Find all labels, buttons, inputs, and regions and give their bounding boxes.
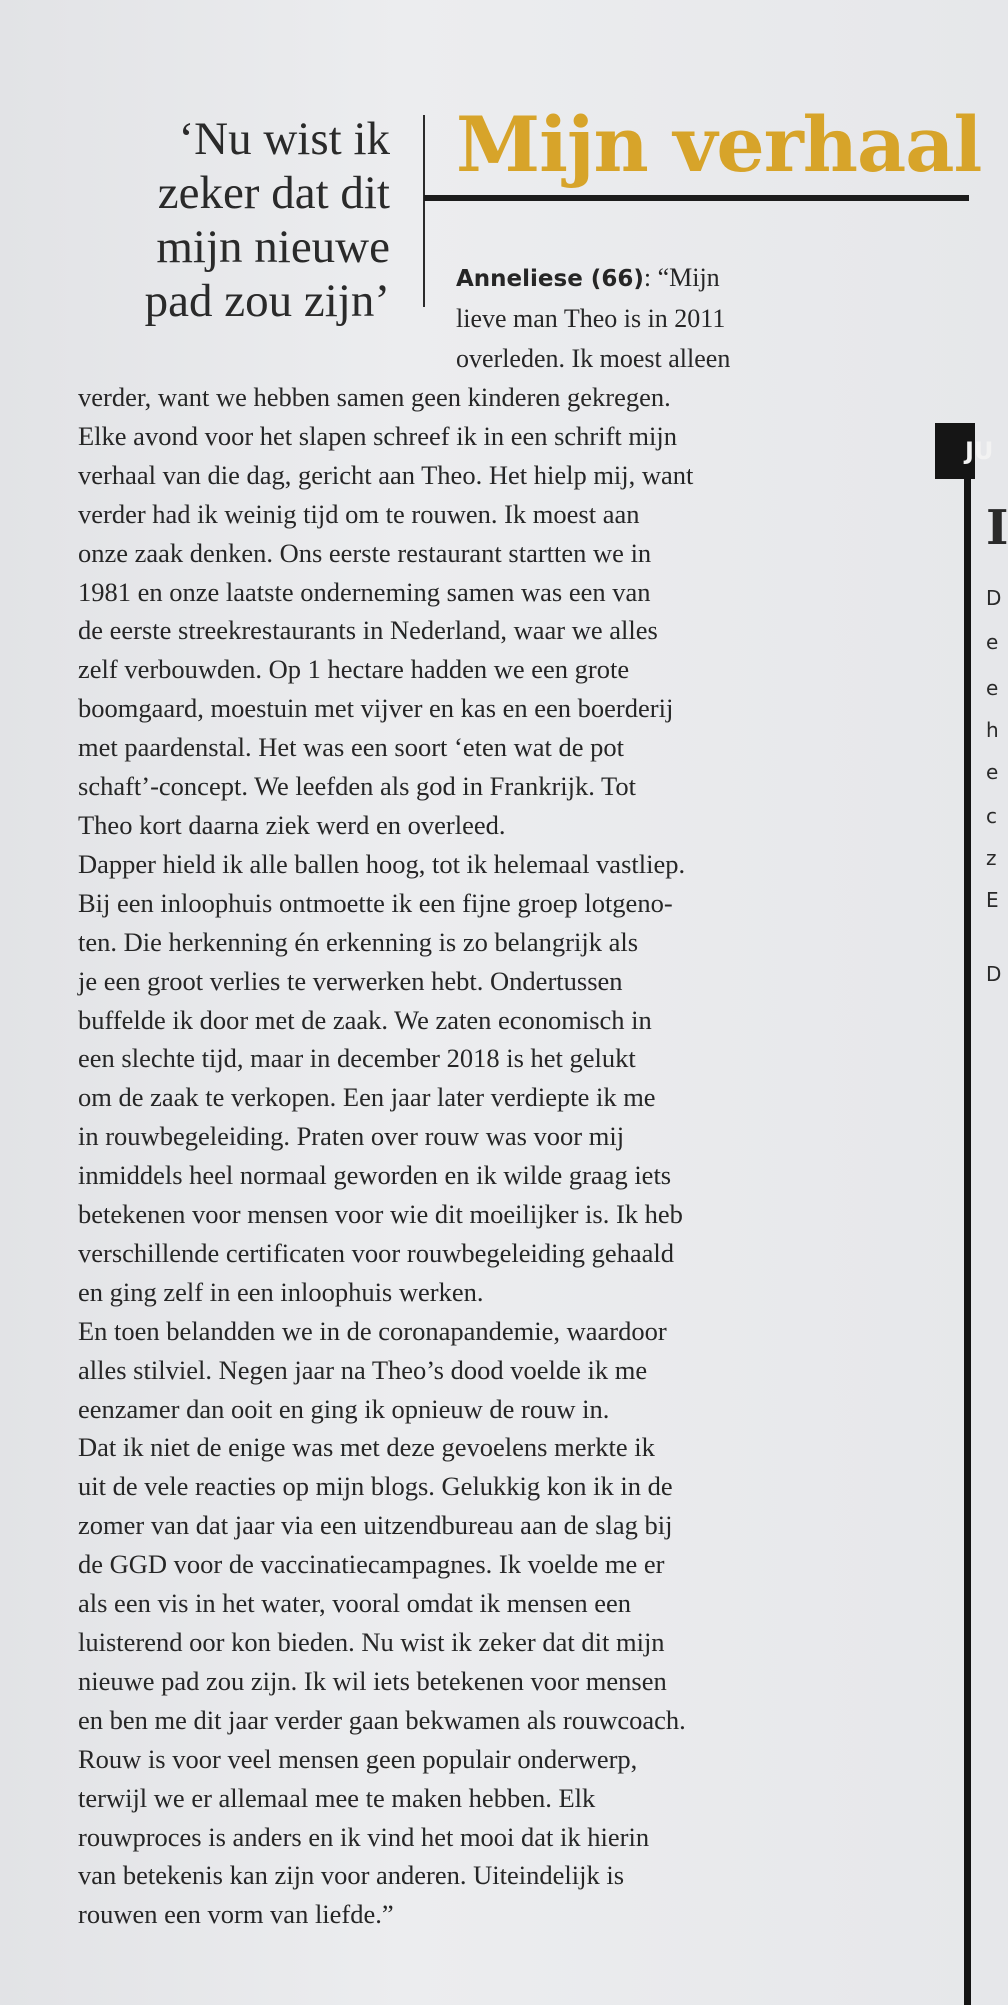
side-column-letter: E — [986, 888, 999, 912]
body-line: verschillende certificaten voor rouwbegeleiding gehaald — [78, 1237, 674, 1268]
side-column-letter: D — [986, 586, 1002, 610]
body-line: inmiddels heel normaal geworden en ik wilde graag iets — [78, 1160, 672, 1191]
intro-line: lieve man Theo is in 2011 — [456, 304, 726, 333]
heading-underline — [424, 195, 969, 201]
article-intro — [456, 258, 730, 379]
body-line: de eerste streekrestaurants in Nederland, waar we alles — [78, 615, 658, 646]
side-column-letter: D — [986, 962, 1002, 986]
body-line: En toen belandden we in de coronapandemie, waardoor — [78, 1315, 667, 1346]
body-line: de GGD voor de vaccinatiecampagnes. Ik voelde me er — [78, 1549, 665, 1580]
side-column-dropcap: I — [986, 500, 1008, 556]
body-line: Bij een inloophuis ontmoette ik een fijne groep lotgeno- — [78, 887, 673, 918]
body-line: luisterend oor kon bieden. Nu wist ik zeker dat dit mijn — [78, 1627, 665, 1657]
body-line: een slechte tijd, maar in december 2018 is het gelukt — [78, 1043, 636, 1074]
body-line: Rouw is voor veel mensen geen populair onderwerp, — [78, 1743, 638, 1774]
body-line: om de zaak te verkopen. Een jaar later verdiepte ik me — [78, 1082, 656, 1113]
body-line: Dat ik niet de enige was met deze gevoelens merkte ik — [78, 1432, 655, 1463]
pull-quote-line: ‘Nu wist ik — [178, 113, 390, 165]
body-line: met paardenstal. Het was een soort ‘eten wat de pot — [78, 732, 624, 763]
body-line: rouwen een vorm van liefde.” — [78, 1899, 394, 1930]
body-line: en ging zelf in een inloophuis werken. — [78, 1276, 484, 1307]
body-line: zelf verbouwden. Op 1 hectare hadden we een grote — [78, 654, 630, 685]
body-line: rouwproces is anders en ik vind het mooi dat ik hierin — [78, 1821, 650, 1852]
body-line: je een groot verlies te verwerken hebt. Ondertussen — [78, 965, 623, 996]
body-line: eenzamer dan ooit en ging ik opnieuw de rouw in. — [78, 1393, 610, 1424]
body-line: schaft’-concept. We leefden als god in Frankrijk. Tot — [78, 771, 636, 802]
side-column-letter: e — [986, 760, 999, 784]
body-line: Elke avond voor het slapen schreef ik in een schrift mijn — [78, 420, 678, 451]
vertical-divider — [423, 115, 425, 307]
pull-quote — [90, 112, 390, 328]
pull-quote-line: zeker dat dit — [157, 167, 390, 219]
body-line: in rouwbegeleiding. Praten over rouw was voor mij — [78, 1121, 625, 1152]
side-column-letter: h — [986, 718, 999, 742]
side-column-letter: c — [986, 804, 997, 828]
article-body — [78, 378, 693, 1934]
intro-line — [456, 258, 730, 299]
side-column-rule — [964, 425, 971, 2005]
body-line: alles stilviel. Negen jaar na Theo’s dood voelde ik me — [78, 1354, 648, 1385]
body-line: 1981 en onze laatste onderneming samen was een van — [78, 576, 651, 607]
body-line: onze zaak denken. Ons eerste restaurant startten we in — [78, 537, 652, 568]
author-name: Anneliese (66) — [456, 266, 644, 292]
body-line: uit de vele reacties op mijn blogs. Gelukkig kon ik in de — [78, 1471, 673, 1502]
body-line: en ben me dit jaar verder gaan bekwamen als rouwcoach. — [78, 1704, 686, 1735]
body-line: verhaal van die dag, gericht aan Theo. Het hielp mij, want — [78, 459, 694, 490]
body-line: Theo kort daarna ziek werd en overleed. — [78, 809, 506, 840]
body-line: verder, want we hebben samen geen kinderen gekregen. — [78, 382, 671, 412]
body-line: zomer van dat jaar via een uitzendbureau aan de slag bij — [78, 1510, 673, 1541]
body-line: nieuwe pad zou zijn. Ik wil iets betekenen voor mensen — [78, 1665, 667, 1696]
body-line: verder had ik weinig tijd om te rouwen. Ik moest aan — [78, 498, 640, 529]
body-line: ten. Die herkenning én erkenning is zo belangrijk als — [78, 926, 639, 957]
body-line: boomgaard, moestuin met vijver en kas en een boerderij — [78, 693, 674, 724]
side-column-letter: z — [986, 846, 997, 870]
intro-line: overleden. Ik moest alleen — [456, 344, 731, 373]
body-line: terwijl we er allemaal mee te maken hebben. Elk — [78, 1782, 596, 1813]
body-line: betekenen voor mensen voor wie dit moeilijker is. Ik heb — [78, 1199, 683, 1230]
side-column-tab: JU — [935, 423, 975, 479]
side-column-letter: e — [986, 630, 999, 654]
body-line: van betekenis kan zijn voor anderen. Uiteindelijk is — [78, 1860, 625, 1891]
body-line: als een vis in het water, vooral omdat ik mensen een — [78, 1588, 632, 1619]
intro-line-start: : “Mijn — [643, 263, 720, 292]
body-line: Dapper hield ik alle ballen hoog, tot ik helemaal vastliep. — [78, 848, 686, 879]
pull-quote-line: mijn nieuwe — [156, 221, 390, 273]
section-heading: Mijn verhaal — [456, 100, 982, 189]
body-line: buffelde ik door met de zaak. We zaten economisch in — [78, 1004, 652, 1035]
pull-quote-line: pad zou zijn’ — [144, 275, 390, 327]
side-column-letter: e — [986, 676, 999, 700]
